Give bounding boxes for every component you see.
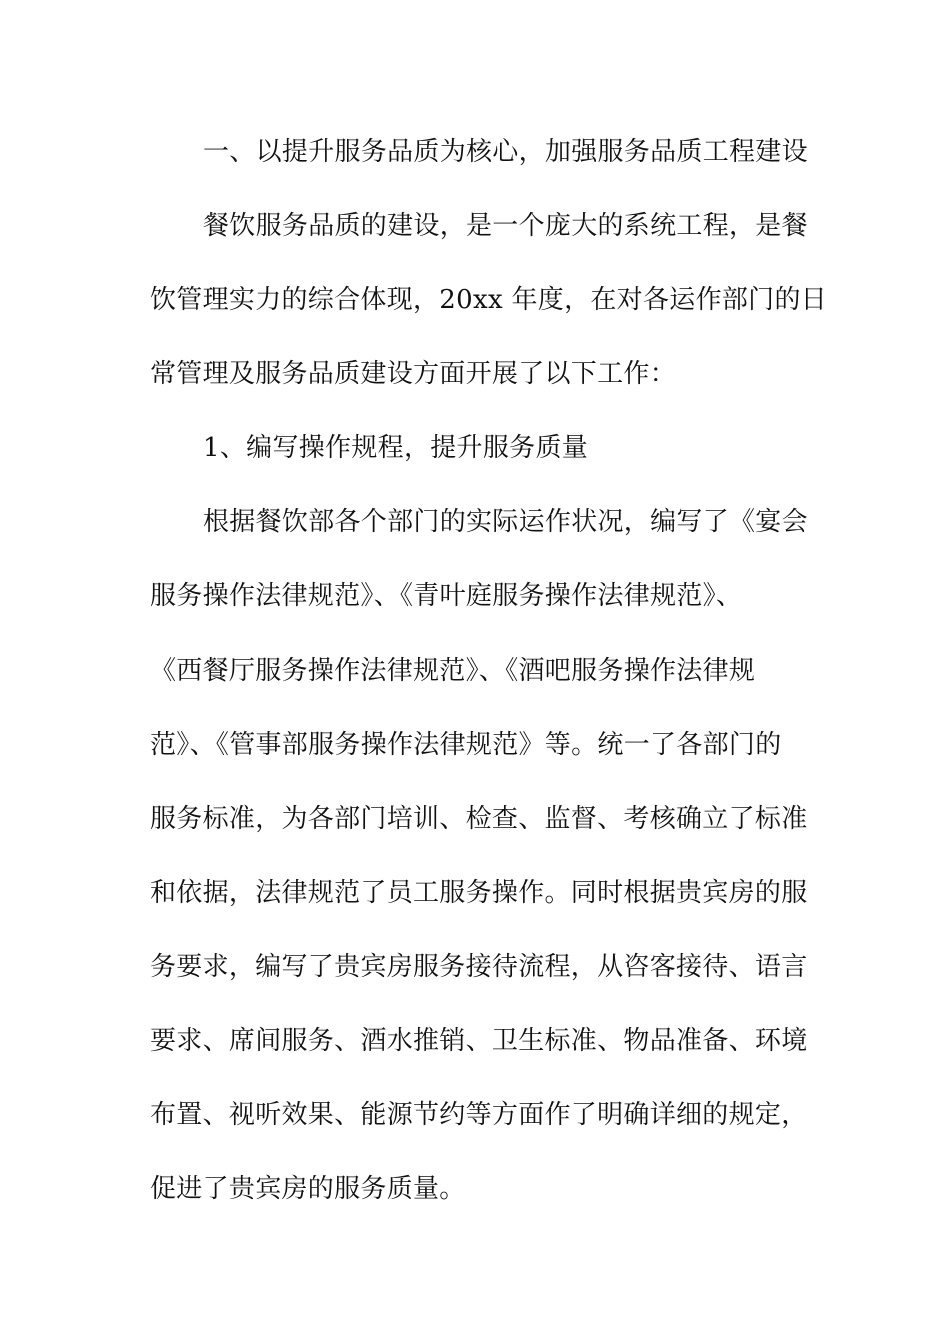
paragraph-line: 范》、《管事部服务操作法律规范》等。统一了各部门的 bbox=[150, 730, 782, 760]
paragraph-line: 常管理及服务品质建设方面开展了以下工作： bbox=[150, 359, 677, 389]
paragraph-line: 饮管理实力的综合体现，20xx 年度，在对各运作部门的日 bbox=[150, 285, 828, 315]
paragraph-line: 《西餐厅服务操作法律规范》、《酒吧服务操作法律规 bbox=[150, 656, 756, 686]
subsection-heading: 1、编写操作规程，提升服务质量 bbox=[203, 433, 589, 463]
paragraph-line: 务要求，编写了贵宾房服务接待流程，从咨客接待、语言 bbox=[150, 952, 808, 982]
paragraph-line: 要求、席间服务、酒水推销、卫生标准、物品准备、环境 bbox=[150, 1026, 808, 1056]
paragraph-line: 布置、视听效果、能源节约等方面作了明确详细的规定， bbox=[150, 1100, 808, 1130]
paragraph-line: 根据餐饮部各个部门的实际运作状况，编写了《宴会 bbox=[203, 507, 808, 537]
paragraph-line: 和依据，法律规范了员工服务操作。同时根据贵宾房的服 bbox=[150, 878, 808, 908]
paragraph-line: 餐饮服务品质的建设，是一个庞大的系统工程，是餐 bbox=[203, 211, 808, 241]
paragraph-line: 服务操作法律规范》、《青叶庭服务操作法律规范》、 bbox=[150, 581, 743, 611]
paragraph-line: 服务标准，为各部门培训、检查、监督、考核确立了标准 bbox=[150, 804, 808, 834]
paragraph-line: 促进了贵宾房的服务质量。 bbox=[150, 1174, 466, 1204]
section-heading: 一、以提升服务品质为核心，加强服务品质工程建设 bbox=[203, 137, 808, 167]
